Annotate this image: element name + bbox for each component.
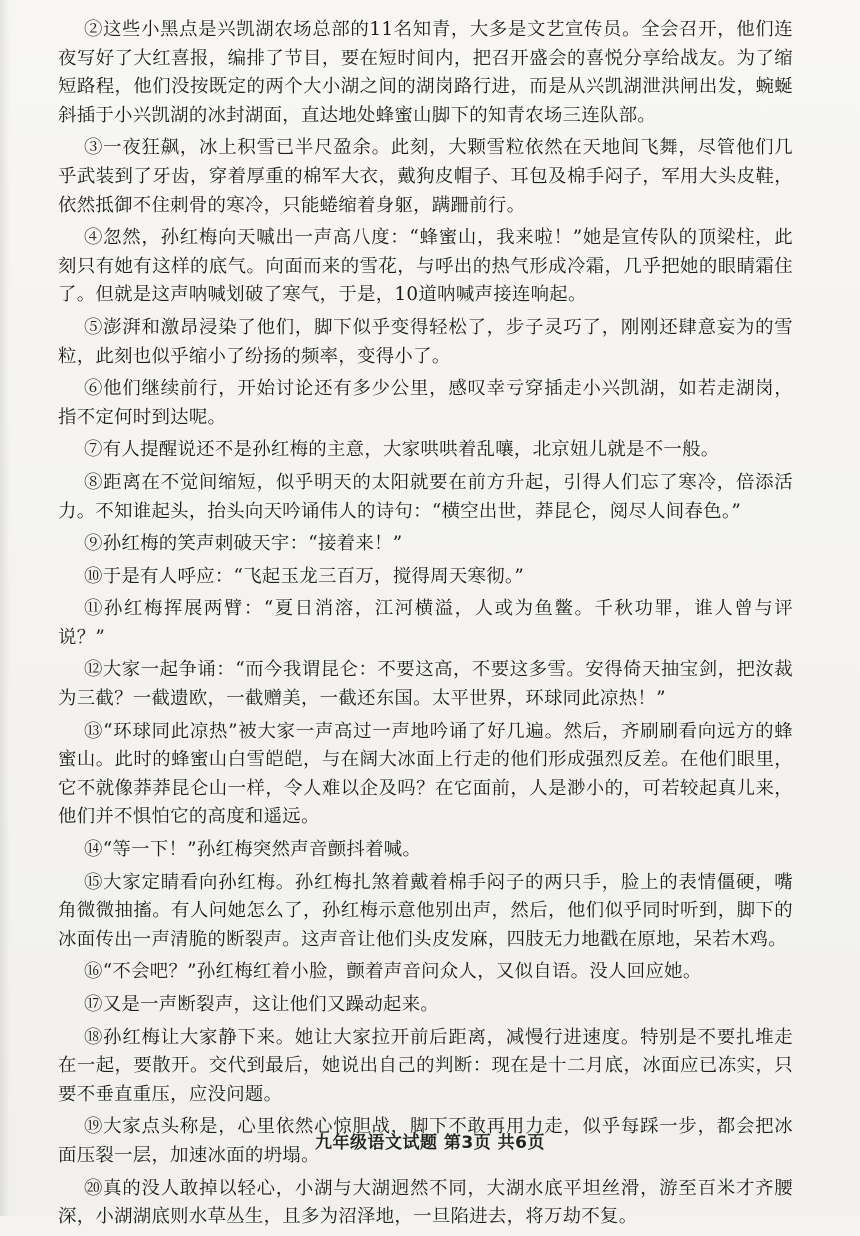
scan-shadow	[0, 0, 10, 1216]
paragraph-14: ⑭“等一下！”孙红梅突然声音颤抖着喊。	[84, 839, 422, 861]
paragraph-4: ④忽然，孙红梅向天嘁出一声高八度：“蜂蜜山，我来啦！”她是宣传队的顶梁柱，此刻只有她有这样的底气。向面而来的雪花，与呼出的热气形成冷霜，几乎把她的眼睛霜住了。但就是这声呐喊划破了寒气，于是，10道呐喊声接连响起。	[58, 227, 793, 306]
paragraph-9: ⑨孙红梅的笑声刺破天宇：“接着来！”	[84, 533, 403, 555]
paragraph-11: ⑪孙红梅挥展两臂：“夏日消溶，江河横溢，人或为鱼鳖。千秋功罪，谁人曾与评说？”	[58, 598, 793, 648]
paragraph-12: ⑫大家一起争诵：“而今我谓昆仑：不要这高，不要这多雪。安得倚天抽宝剑，把汝裁为三截？一截遗欧，一截赠美，一截还东国。太平世界，环球同此凉热！”	[58, 659, 793, 710]
article-body	[58, 16, 793, 1236]
paragraph-7: ⑦有人提醒说还不是孙红梅的主意，大家哄哄着乱嚷，北京妞儿就是不一般。	[84, 439, 720, 461]
paragraph-20: ⑳真的没人敢掉以轻心，小湖与大湖迥然不同，大湖水底平坦丝滑，游至百米才齐腰深，小湖湖底则水草丛生，且多为沼泽地，一旦陷进去，将万劫不复。	[58, 1177, 793, 1228]
paragraph-13: ⑬“环球同此凉热”被大家一声高过一声地吟诵了好几遍。然后，齐刷刷看向远方的蜂蜜山。此时的蜂蜜山白雪皑皑，与在阔大冰面上行走的他们形成强烈反差。在他们眼里，它不就像莽莽昆仑山一样，令人难以企及吗？在它面前，人是渺小的，可若较起真儿来，他们并不惧怕它的高度和遥远。	[58, 720, 793, 828]
paragraph-16: ⑯“不会吧？”孙红梅红着小脸，颤着声音问众人，又似自语。没人回应她。	[84, 961, 702, 983]
page-footer: 九年级语文试题 第3页 共6页	[315, 1133, 545, 1153]
paragraph-2: ②这些小黑点是兴凯湖农场总部的11名知青，大多是文艺宣传员。全会召开，他们连夜写好了大红喜报，编排了节目，要在短时间内，把召开盛会的喜悦分享给战友。为了缩短路程，他们没按既定的两个大小湖之间的湖岗路行进，而是从兴凯湖泄洪闸出发，蜿蜒斜插于小兴凯湖的冰封湖面，直达地处蜂蜜山脚下的知青农场三连队部。	[58, 19, 793, 126]
paragraph-19: ⑲大家点头称是，心里依然心惊胆战，脚下不敢再用力走，似乎每踩一步，都会把冰面压裂一层，加速冰面的坍塌。	[58, 1116, 793, 1166]
paragraph-10: ⑩于是有人呼应：“飞起玉龙三百万，搅得周天寒彻。”	[84, 565, 525, 587]
paragraph-15: ⑮大家定睛看向孙红梅。孙红梅扎煞着戴着棉手闷子的两只手，脸上的表情僵硬，嘴角微微抽搐。有人问她怎么了，孙红梅示意他别出声，然后，他们似乎同时听到，脚下的冰面传出一声清脆的断裂声。这声音让他们头皮发麻，四肢无力地戳在原地，呆若木鸡。	[58, 871, 793, 950]
paragraph-8: ⑧距离在不觉间缩短，似乎明天的太阳就要在前方升起，引得人们忘了寒冷，倍添活力。不知谁起头，抬头向天吟诵伟人的诗句：“横空出世，莽昆仑，阅尽人间春色。”	[58, 471, 793, 522]
paragraph-6: ⑥他们继续前行，开始讨论还有多少公里，感叹幸亏穿插走小兴凯湖，如若走湖岗，指不定何时到达呢。	[58, 378, 793, 428]
paragraph-3: ③一夜狂飙，冰上积雪已半尺盈余。此刻，大颗雪粒依然在天地间飞舞，尽管他们几乎武装到了牙齿，穿着厚重的棉军大衣，戴狗皮帽子、耳包及棉手闷子，军用大头皮鞋，依然抵御不住刺骨的寒冷，只能蜷缩着身躯，蹒跚前行。	[58, 137, 793, 216]
paragraph-18: ⑱孙红梅让大家静下来。她让大家拉开前后距离，减慢行进速度。特别是不要扎堆走在一起，要散开。交代到最后，她说出自己的判断：现在是十二月底，冰面应已冻实，只要不垂直重压，应没问题。	[58, 1026, 793, 1105]
paragraph-5: ⑤澎湃和激昂浸染了他们，脚下似乎变得轻松了，步子灵巧了，刚刚还肆意妄为的雪粒，此刻也似乎缩小了纷扬的频率，变得小了。	[58, 316, 793, 367]
paragraph-17: ⑰又是一声断裂声，这让他们又躁动起来。	[84, 994, 440, 1015]
